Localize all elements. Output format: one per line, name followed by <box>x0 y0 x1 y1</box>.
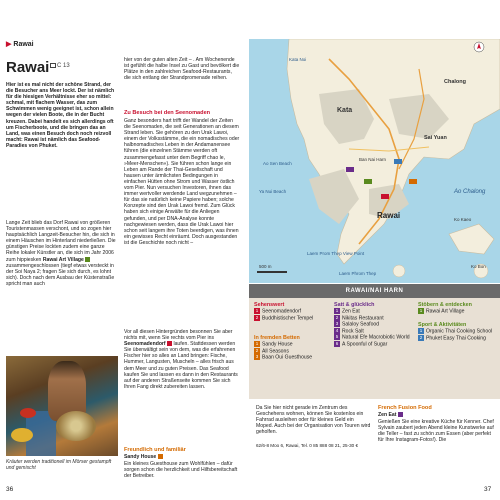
section-heading-seenomaden: Zu Besuch bei den Seenomaden <box>124 110 211 116</box>
legend-item: 5 Natural Efe Macrobiotic World <box>335 334 410 341</box>
legend-item: 3 Baan Oui Guesthouse <box>255 354 313 361</box>
page-number-left: 36 <box>6 486 14 493</box>
legend-title: RAWAI/NAI HARN <box>249 284 500 298</box>
venue-sandy-house: Sandy House <box>124 454 240 460</box>
legend-item: 1 Zen Eat <box>335 308 360 315</box>
venue-marker-icon <box>85 257 90 262</box>
legend-item: 1 Sandy House <box>255 341 293 348</box>
col2-intro: hier von der guten alten Zeit – . Am Wochenende ist gefühlt die halbe Insel zu Gast und bevölkert die Plätze in den zahlreichen Seafood-Restaurants, die sich entlang der Strandpromenade reihen. <box>124 57 240 82</box>
legend-item: 2 Buddhistischer Tempel <box>255 314 314 321</box>
venue-marker-icon <box>167 341 172 346</box>
legend-sehenswert <box>254 302 332 321</box>
map-label-viewpoint: Laem Prom Thep View Point <box>307 251 365 256</box>
photo-caption: Kräuter werden traditionell im Mörser gestampft und gemischt <box>6 459 112 471</box>
map-grid-icon <box>50 63 56 68</box>
map-label-kata: Kata <box>337 107 353 114</box>
venue-seenomadendorf: Seenomadendorf <box>124 341 166 348</box>
photo-herbs-mortar <box>6 356 118 456</box>
legend-heading: Sport & Aktivitäten <box>418 322 467 328</box>
map-label-ko-kaeo: Ko Kaeo <box>454 217 472 222</box>
legend-heading: Stöbern & entdecken <box>418 302 472 308</box>
page-title: Rawai <box>6 59 50 76</box>
legend-item: 6 A Spoonful of Sugar <box>335 340 388 348</box>
map-label-ao-sen: Ao Sen Beach <box>263 161 292 166</box>
map-label-kata-noi: Kata Noi <box>289 57 307 62</box>
col3-address: 62/6-8 Moo 6, Rawai, Tel. 0 85 888 08 21, 25-30 € <box>256 443 359 448</box>
map-rawai <box>249 39 500 283</box>
breadcrumb-label: Rawai <box>13 41 34 48</box>
legend-item: 2 All Seasons <box>255 347 289 354</box>
breadcrumb <box>6 40 34 48</box>
legend-heading: Satt & glücklich <box>334 302 375 308</box>
legend-satt <box>334 302 416 347</box>
col2-body-sandy: Ein kleines Guesthouse zum Wohlfühlen – dafür sorgen schon die herzlichkeit und Hilfsbereitschaft der Betreiber. <box>124 461 238 480</box>
map-reference: C 13 <box>50 63 70 69</box>
legend-item: 1 Seenomadendorf <box>255 308 302 315</box>
legend-betten <box>254 335 332 361</box>
map-label-ban-nai-harn: Ban Nai Harn <box>359 157 387 162</box>
venue-marker-icon <box>158 454 163 459</box>
intro-text: Hier ist es mal nicht der schöne Strand, der die Besucher ans Meer lockt. Der ist nämlich für die hiesigen Verhältnisse eher so mittel: schmal, mit flachem Wasser, das zum Schwimmen wenig geeignet ist, schon allein wegen der vielen Boote, die in der Bucht kreuzen. Dabei handelt es sich allerdings oft um Fischerboote, und die bringen das an Land, was einen Besuch doch noch reizvoll macht: Rawai ist nämlich das Seafood-Paradies von Phuket. <box>6 82 115 149</box>
legend-item: 1 Rawai Art Village <box>419 308 465 315</box>
col2-body-seenomaden: Ganz besonders hart trifft der Wandel der Zeiten die Seenomaden, die seit Generationen an diesem Strand leben. Sie gehören zu den Urak Lawoi, einem der Volksstämme, die ein nomadisches oder halbnomadisches Leben in der Andamanensee führen (die einzelnen Stämme werden oft zusammengefasst unter dem Begriff chao le, »Meer-Menschen«). Sie führen schon lange ein Leben am Rande der Thai-Gesellschaft und hausen unter ärmlichsten Bedingungen in einfachen Hütten ohne Strom und Wasser östlich vom Pier. Nun versuchen Investoren, ihnen das immer wertvoller werdende Land wegzunehmen – für das sie natürlich keine Papiere haben; solche Konzepte sind den Urak Lawoi fremd. Zum Glück haben sich einige Anwälte für die Anliegen gefunden, und per DNA-Analyse konnte nachgewiesen werden, dass die Urak Lawoi hier schon seit langem ihre Toten beerdigen, was ihnen ein gewisses Recht einräumt. Doch ausgestanden ist die Geschichte noch nicht – <box>124 118 240 246</box>
section-heading-freundlich: Freundlich und familiär <box>124 447 186 453</box>
col4-body: Genießen Sie eine kreative Küche für Kenner. Chef Sylvain zaubert jeden Abend kleine Kunstwerke auf die Teller – fast zu schön zum Essen (aber perfekt für Ihre Instagram-Fotos!). Die <box>378 419 494 444</box>
map-label-ao-chalong: Ao Chalong <box>454 189 486 195</box>
map-label-laem-phrom-thep: Laem Phrom Thep <box>339 271 377 276</box>
legend-heading: Sehenswert <box>254 302 285 308</box>
map-label-chalong: Chalong <box>444 79 466 85</box>
north-arrow-icon <box>474 42 484 52</box>
legend-heading: In fremden Betten <box>254 335 300 341</box>
map-scale: 500 m <box>259 264 272 269</box>
legend-item: 1 Organic Thai Cooking School <box>419 328 493 335</box>
venue-zen-eat: Zen Eat <box>378 412 496 418</box>
map-label-rawai: Rawai <box>377 211 401 220</box>
col3-body: Da Sie hier nicht gerade im Zentrum des Geschehens wohnen, können Sie kostenlos ein Fahrrad ausleihen oder für kleines Geld ein Moped. Auch bei der Organisation von Touren wird geholfen. <box>256 405 371 436</box>
legend-item: 2 Phuket Easy Thai Cooking <box>419 334 486 341</box>
col1-body: Lange Zeit blieb das Dorf Rawai von größeren Touristenmassen verschont, und so zogen hier hauptsächlich Langzeit-Besucher hin, die sich in einem Häuschen im Hinterland niederließen. Die günstigen Preise lockten zudem eine ganze Reihe lokaler Künstler an, die sich im Jahr 2006 zum hippiesken Rawai Art Village zusammengeschlossen (tiegf etwas versteckt in der Soi Naya 2; fragen Sie sich durch, es lohnt sich). Doch nach dem Ausbau der Küstenstraße spricht man auch <box>6 220 116 287</box>
map-label-ya-nui: Ya Nui Beach <box>259 189 287 194</box>
legend-item: 4 Rock Salt <box>335 327 364 334</box>
venue-marker-icon <box>398 412 403 417</box>
col2-body-pier: Vor all diesen Hintergründen besonnen Sie aber nichts mit, wenn Sie rechts vom Pier ins Seenomadendorf laufen. Stattdessen werden Sie überwältigt sein von dem, was die erfahrenen Fischer hier so alles an Land bringen: Fische, Hummer, Langusten, Muscheln – alles frisch aus dem Meer und zu guten Preisen. Das Seafood kaufen Sie und lassen es dann in den Restaurants auf der anderen Straßenseite kommen Sie sich Ihren Fang direkt zubereiten lassen. <box>124 329 238 390</box>
section-heading-french-fusion: French Fusion Food <box>378 405 432 411</box>
breadcrumb-arrow-icon: ▶ <box>6 41 12 48</box>
legend-sport <box>418 322 498 341</box>
map-label-ko-bon: Ko Bon <box>471 264 486 269</box>
map-label-sai-yuan: Sai Yuan <box>424 135 447 141</box>
venue-rawai-art-village: Rawai Art Village <box>42 256 84 263</box>
legend-item: 2 Nikitas Restaurant <box>335 314 384 321</box>
legend-stoebern <box>418 302 498 315</box>
page-number-right: 37 <box>484 486 492 493</box>
legend-item: 3 Salaloy Seafood <box>335 321 380 328</box>
